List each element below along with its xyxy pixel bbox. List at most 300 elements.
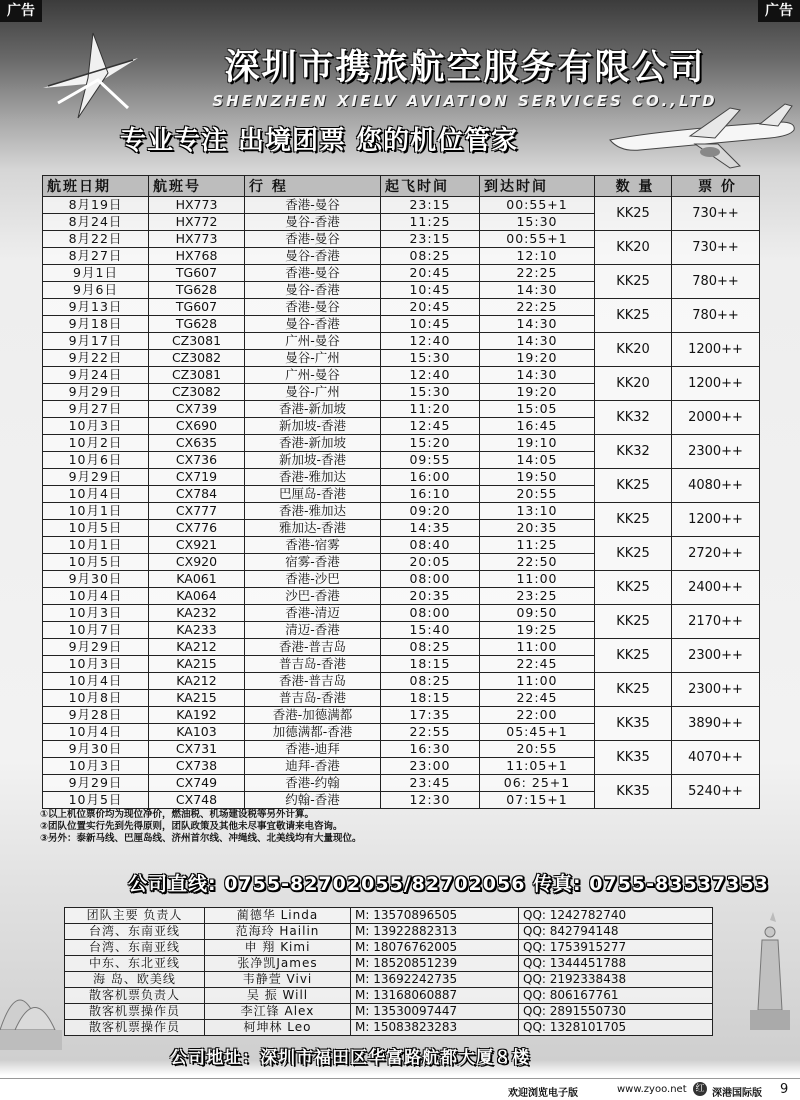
flight-cell: 9月18日 — [43, 316, 149, 333]
flight-cell: 16:00 — [381, 469, 480, 486]
flight-table-body — [43, 197, 760, 809]
contact-name: 柯坤林 Leo — [205, 1020, 351, 1036]
contact-mobile: M: 13570896505 — [351, 908, 519, 924]
flight-cell: 08:00 — [381, 571, 480, 588]
flight-row — [43, 707, 760, 724]
company-name-cn: 深圳市携旅航空服务有限公司 — [224, 48, 706, 88]
flight-cell: 香港-新加坡 — [245, 401, 381, 418]
contact-row — [65, 972, 713, 988]
contact-row — [65, 940, 713, 956]
contact-name: 吴 振 Will — [205, 988, 351, 1004]
contact-name: 张净凯James — [205, 956, 351, 972]
flight-cell: 8月19日 — [43, 197, 149, 214]
flight-cell: 08:25 — [381, 639, 480, 656]
flight-row — [43, 571, 760, 588]
flight-schedule-table — [42, 175, 760, 809]
flight-cell: 香港-曼谷 — [245, 299, 381, 316]
flight-cell: KA212 — [149, 673, 245, 690]
contact-name: 蔺德华 Linda — [205, 908, 351, 924]
flight-cell: 14:35 — [381, 520, 480, 537]
flight-cell: 香港-普吉岛 — [245, 673, 381, 690]
flight-cell: 00:55+1 — [480, 197, 595, 214]
quantity-cell: KK25 — [595, 537, 672, 571]
flight-cell: 09:55 — [381, 452, 480, 469]
price-cell: 1200++ — [672, 333, 760, 367]
notes — [40, 809, 362, 845]
footer-browse-text: 欢迎浏览电子版 — [508, 1088, 578, 1099]
flight-cell: 20:55 — [480, 741, 595, 758]
flight-row — [43, 639, 760, 656]
contact-qq: QQ: 806167761 — [519, 988, 713, 1004]
flight-cell: 12:40 — [381, 367, 480, 384]
flight-cell: CX921 — [149, 537, 245, 554]
price-cell: 2300++ — [672, 673, 760, 707]
flight-cell: HX773 — [149, 231, 245, 248]
flight-cell: 15:20 — [381, 435, 480, 452]
flight-row — [43, 673, 760, 690]
flight-cell: 11:25 — [480, 537, 595, 554]
quantity-cell: KK35 — [595, 775, 672, 809]
flight-cell: 00:55+1 — [480, 231, 595, 248]
contact-dept: 散客机票操作员 — [65, 1020, 205, 1036]
flight-cell: 22:25 — [480, 299, 595, 316]
flight-cell: KA064 — [149, 588, 245, 605]
flight-cell: 新加坡-香港 — [245, 452, 381, 469]
contact-name: 范海玲 Hailin — [205, 924, 351, 940]
column-header: 行 程 — [245, 176, 381, 197]
flight-cell: 9月17日 — [43, 333, 149, 350]
flight-cell: 香港-曼谷 — [245, 265, 381, 282]
price-cell: 4080++ — [672, 469, 760, 503]
flight-cell: 10月4日 — [43, 486, 149, 503]
flight-row — [43, 741, 760, 758]
flight-cell: 10月2日 — [43, 435, 149, 452]
contact-mobile: M: 13168060887 — [351, 988, 519, 1004]
flight-cell: 12:10 — [480, 248, 595, 265]
flight-cell: 8月27日 — [43, 248, 149, 265]
flight-cell: 16:10 — [381, 486, 480, 503]
price-cell: 3890++ — [672, 707, 760, 741]
flight-cell: 香港-雅加达 — [245, 469, 381, 486]
flight-cell: 20:35 — [381, 588, 480, 605]
flight-cell: 14:30 — [480, 367, 595, 384]
flight-cell: 23:15 — [381, 231, 480, 248]
flight-cell: 19:20 — [480, 350, 595, 367]
quantity-cell: KK25 — [595, 571, 672, 605]
contact-qq: QQ: 1753915277 — [519, 940, 713, 956]
flight-cell: CX920 — [149, 554, 245, 571]
flight-cell: 迪拜-香港 — [245, 758, 381, 775]
price-cell: 730++ — [672, 197, 760, 231]
flight-cell: 10月7日 — [43, 622, 149, 639]
flight-cell: 普吉岛-香港 — [245, 690, 381, 707]
flight-cell: 曼谷-香港 — [245, 282, 381, 299]
flight-cell: 9月27日 — [43, 401, 149, 418]
flight-cell: 香港-曼谷 — [245, 231, 381, 248]
flight-cell: 广州-曼谷 — [245, 333, 381, 350]
flight-cell: 曼谷-广州 — [245, 350, 381, 367]
quantity-cell: KK35 — [595, 707, 672, 741]
flight-cell: 雅加达-香港 — [245, 520, 381, 537]
price-cell: 2720++ — [672, 537, 760, 571]
flight-cell: 10月3日 — [43, 758, 149, 775]
flight-cell: 约翰-香港 — [245, 792, 381, 809]
quantity-cell: KK32 — [595, 401, 672, 435]
flight-cell: 香港-曼谷 — [245, 197, 381, 214]
flight-cell: CX736 — [149, 452, 245, 469]
flight-row — [43, 265, 760, 282]
flight-cell: 宿雾-香港 — [245, 554, 381, 571]
flight-cell: KA103 — [149, 724, 245, 741]
flight-cell: 香港-宿雾 — [245, 537, 381, 554]
contact-dept: 团队主要 负责人 — [65, 908, 205, 924]
hotline: 公司直线: 0755-82702055/82702056 传真: 0755-83537353 — [128, 873, 769, 895]
flight-cell: 10月5日 — [43, 792, 149, 809]
contact-name: 申 翔 Kimi — [205, 940, 351, 956]
price-cell: 2300++ — [672, 639, 760, 673]
column-header: 数 量 — [595, 176, 672, 197]
flight-cell: HX773 — [149, 197, 245, 214]
flight-cell: 曼谷-香港 — [245, 316, 381, 333]
flight-cell: 9月29日 — [43, 469, 149, 486]
flight-cell: 9月30日 — [43, 741, 149, 758]
contact-dept: 台湾、东南亚线 — [65, 924, 205, 940]
flight-cell: 20:55 — [480, 486, 595, 503]
flight-cell: 19:50 — [480, 469, 595, 486]
contact-mobile: M: 18520851239 — [351, 956, 519, 972]
flight-cell: 9月6日 — [43, 282, 149, 299]
flight-table-header — [43, 176, 760, 197]
flight-cell: KA212 — [149, 639, 245, 656]
column-header: 起飞时间 — [381, 176, 480, 197]
price-cell: 4070++ — [672, 741, 760, 775]
flight-cell: 05:45+1 — [480, 724, 595, 741]
contact-mobile: M: 18076762005 — [351, 940, 519, 956]
contact-dept: 中东、东北亚线 — [65, 956, 205, 972]
flight-cell: KA232 — [149, 605, 245, 622]
flight-cell: 9月29日 — [43, 775, 149, 792]
column-header: 票 价 — [672, 176, 760, 197]
flight-cell: 10月6日 — [43, 452, 149, 469]
flight-row — [43, 367, 760, 384]
contact-row — [65, 988, 713, 1004]
quantity-cell: KK20 — [595, 367, 672, 401]
contact-qq: QQ: 1242782740 — [519, 908, 713, 924]
flight-cell: 9月29日 — [43, 384, 149, 401]
contact-dept: 散客机票负责人 — [65, 988, 205, 1004]
contact-mobile: M: 13922882313 — [351, 924, 519, 940]
footer-badge-icon: 红 — [693, 1082, 707, 1096]
column-header: 到达时间 — [480, 176, 595, 197]
flight-cell: 17:35 — [381, 707, 480, 724]
ad-tag-right: 广告 — [758, 0, 800, 22]
flight-cell: 10月4日 — [43, 588, 149, 605]
flight-cell: CX749 — [149, 775, 245, 792]
contact-name: 韦静萱 Vivi — [205, 972, 351, 988]
quantity-cell: KK25 — [595, 639, 672, 673]
quantity-cell: KK35 — [595, 741, 672, 775]
column-header: 航班日期 — [43, 176, 149, 197]
flight-cell: 曼谷-香港 — [245, 248, 381, 265]
contact-row — [65, 1020, 713, 1036]
note-1: ①以上机位票价均为现位净价，燃油税、机场建设税等另外计算。 — [40, 809, 315, 820]
quantity-cell: KK25 — [595, 673, 672, 707]
price-cell: 1200++ — [672, 503, 760, 537]
flight-cell: 22:25 — [480, 265, 595, 282]
flight-cell: CX719 — [149, 469, 245, 486]
price-cell: 5240++ — [672, 775, 760, 809]
flight-cell: HX768 — [149, 248, 245, 265]
flight-row — [43, 197, 760, 214]
flight-cell: CX635 — [149, 435, 245, 452]
flight-cell: 23:00 — [381, 758, 480, 775]
flight-cell: 广州-曼谷 — [245, 367, 381, 384]
flight-cell: 15:40 — [381, 622, 480, 639]
flight-cell: 20:45 — [381, 265, 480, 282]
flight-cell: 19:10 — [480, 435, 595, 452]
flight-cell: 23:25 — [480, 588, 595, 605]
flight-cell: 08:25 — [381, 248, 480, 265]
flight-cell: 09:50 — [480, 605, 595, 622]
flight-cell: 08:40 — [381, 537, 480, 554]
flight-cell: 香港-普吉岛 — [245, 639, 381, 656]
contact-dept: 散客机票操作员 — [65, 1004, 205, 1020]
flight-cell: 10:45 — [381, 282, 480, 299]
quantity-cell: KK25 — [595, 299, 672, 333]
flight-cell: 香港-沙巴 — [245, 571, 381, 588]
flight-cell: 9月1日 — [43, 265, 149, 282]
column-header: 航班号 — [149, 176, 245, 197]
flight-cell: 清迈-香港 — [245, 622, 381, 639]
flight-cell: 15:05 — [480, 401, 595, 418]
company-name-en: SHENZHEN XIELV AVIATION SERVICES CO.,LTD — [212, 92, 718, 110]
flight-cell: 新加坡-香港 — [245, 418, 381, 435]
flight-cell: 12:30 — [381, 792, 480, 809]
flight-row — [43, 537, 760, 554]
flight-cell: CX731 — [149, 741, 245, 758]
flight-row — [43, 231, 760, 248]
flight-cell: 香港-约翰 — [245, 775, 381, 792]
ad-tag-left: 广告 — [0, 0, 42, 22]
flight-cell: 9月22日 — [43, 350, 149, 367]
flight-cell: KA192 — [149, 707, 245, 724]
flight-cell: 13:10 — [480, 503, 595, 520]
flight-cell: 10月3日 — [43, 656, 149, 673]
footer-edition: 深港国际版 — [712, 1088, 762, 1099]
flight-cell: CX738 — [149, 758, 245, 775]
flight-row — [43, 503, 760, 520]
flight-cell: 香港-清迈 — [245, 605, 381, 622]
flight-cell: KA061 — [149, 571, 245, 588]
flight-cell: 8月24日 — [43, 214, 149, 231]
flight-cell: KA215 — [149, 656, 245, 673]
price-cell: 1200++ — [672, 367, 760, 401]
contact-qq: QQ: 1328101705 — [519, 1020, 713, 1036]
footer — [0, 1078, 800, 1100]
flight-cell: 加德满都-香港 — [245, 724, 381, 741]
price-cell: 780++ — [672, 299, 760, 333]
page-number: 9 — [780, 1082, 789, 1097]
flight-row — [43, 299, 760, 316]
flight-cell: 9月29日 — [43, 639, 149, 656]
quantity-cell: KK25 — [595, 605, 672, 639]
flight-cell: KA233 — [149, 622, 245, 639]
contact-row — [65, 908, 713, 924]
flight-cell: 巴厘岛-香港 — [245, 486, 381, 503]
flight-cell: 10月3日 — [43, 418, 149, 435]
flight-cell: 香港-新加坡 — [245, 435, 381, 452]
contact-qq: QQ: 2192338438 — [519, 972, 713, 988]
flight-cell: 曼谷-香港 — [245, 214, 381, 231]
flight-cell: 10:45 — [381, 316, 480, 333]
flight-cell: 10月1日 — [43, 537, 149, 554]
flight-cell: 10月8日 — [43, 690, 149, 707]
company-logo-icon — [38, 28, 148, 124]
flight-cell: 16:30 — [381, 741, 480, 758]
contact-row — [65, 956, 713, 972]
flight-cell: CZ3082 — [149, 384, 245, 401]
statue-of-liberty-icon — [740, 910, 800, 1030]
contacts-table — [64, 907, 713, 1036]
flight-cell: 9月24日 — [43, 367, 149, 384]
flight-cell: CX776 — [149, 520, 245, 537]
flight-cell: 22:55 — [381, 724, 480, 741]
flight-cell: 23:15 — [381, 197, 480, 214]
flight-cell: HX772 — [149, 214, 245, 231]
flight-cell: 曼谷-广州 — [245, 384, 381, 401]
flight-cell: TG607 — [149, 299, 245, 316]
flight-cell: CX777 — [149, 503, 245, 520]
flight-cell: CZ3081 — [149, 367, 245, 384]
flight-cell: CX748 — [149, 792, 245, 809]
flight-row — [43, 435, 760, 452]
flight-cell: 20:05 — [381, 554, 480, 571]
flight-cell: CX690 — [149, 418, 245, 435]
flight-cell: 08:00 — [381, 605, 480, 622]
flight-cell: 9月30日 — [43, 571, 149, 588]
flight-cell: CX739 — [149, 401, 245, 418]
footer-url-link[interactable]: www.zyoo.net — [617, 1084, 687, 1095]
flight-cell: 07:15+1 — [480, 792, 595, 809]
flight-cell: 22:45 — [480, 690, 595, 707]
contact-row — [65, 924, 713, 940]
flight-cell: 10月5日 — [43, 520, 149, 537]
flight-cell: 15:30 — [381, 384, 480, 401]
flight-cell: 11:20 — [381, 401, 480, 418]
quantity-cell: KK25 — [595, 265, 672, 299]
flight-cell: 9月13日 — [43, 299, 149, 316]
flight-cell: 10月5日 — [43, 554, 149, 571]
contact-dept: 海 岛、欧美线 — [65, 972, 205, 988]
flight-cell: 11:05+1 — [480, 758, 595, 775]
flight-cell: TG628 — [149, 316, 245, 333]
flight-cell: 香港-雅加达 — [245, 503, 381, 520]
quantity-cell: KK20 — [595, 231, 672, 265]
flight-cell: 香港-迪拜 — [245, 741, 381, 758]
contact-mobile: M: 13530097447 — [351, 1004, 519, 1020]
flight-cell: 19:20 — [480, 384, 595, 401]
contact-name: 李江锋 Alex — [205, 1004, 351, 1020]
flight-cell: 06: 25+1 — [480, 775, 595, 792]
flight-cell: 20:45 — [381, 299, 480, 316]
contact-qq: QQ: 2891550730 — [519, 1004, 713, 1020]
quantity-cell: KK25 — [595, 503, 672, 537]
flight-cell: 18:15 — [381, 656, 480, 673]
quantity-cell: KK25 — [595, 197, 672, 231]
contact-mobile: M: 15083823283 — [351, 1020, 519, 1036]
contact-mobile: M: 13692242735 — [351, 972, 519, 988]
contact-qq: QQ: 1344451788 — [519, 956, 713, 972]
flight-cell: 12:45 — [381, 418, 480, 435]
contact-qq: QQ: 842794148 — [519, 924, 713, 940]
flight-cell: 09:20 — [381, 503, 480, 520]
contact-dept: 台湾、东南亚线 — [65, 940, 205, 956]
flight-cell: 23:45 — [381, 775, 480, 792]
flight-cell: 10月1日 — [43, 503, 149, 520]
price-cell: 730++ — [672, 231, 760, 265]
flight-cell: 19:25 — [480, 622, 595, 639]
company-address: 公司地址：深圳市福田区华富路航都大厦８楼 — [170, 1048, 530, 1068]
flight-cell: CX784 — [149, 486, 245, 503]
flight-cell: 18:15 — [381, 690, 480, 707]
opera-house-icon — [0, 930, 62, 1050]
flight-cell: KA215 — [149, 690, 245, 707]
flight-cell: 14:05 — [480, 452, 595, 469]
note-2: ②团队位置实行先到先得原则，团队政策及其他未尽事宜敬请来电咨询。 — [40, 821, 343, 832]
flight-cell: 12:40 — [381, 333, 480, 350]
flight-cell: 沙巴-香港 — [245, 588, 381, 605]
flight-cell: 15:30 — [381, 350, 480, 367]
slogan: 专业专注 出境团票 您的机位管家 — [120, 126, 519, 156]
flight-cell: 14:30 — [480, 316, 595, 333]
flight-cell: 10月3日 — [43, 605, 149, 622]
quantity-cell: KK32 — [595, 435, 672, 469]
flight-cell: 22:45 — [480, 656, 595, 673]
flight-row — [43, 333, 760, 350]
flight-cell: CZ3081 — [149, 333, 245, 350]
flight-cell: 8月22日 — [43, 231, 149, 248]
flight-row — [43, 775, 760, 792]
flight-cell: 香港-加德满都 — [245, 707, 381, 724]
flight-row — [43, 469, 760, 486]
flight-cell: 10月4日 — [43, 673, 149, 690]
flight-cell: 11:00 — [480, 571, 595, 588]
price-cell: 2170++ — [672, 605, 760, 639]
flight-cell: 11:25 — [381, 214, 480, 231]
note-3: ③另外：泰新马线、巴厘岛线、济州首尔线、冲绳线、北美线均有大量现位。 — [40, 833, 362, 844]
flight-cell: 22:00 — [480, 707, 595, 724]
airplane-icon — [600, 100, 800, 170]
flight-cell: 11:00 — [480, 673, 595, 690]
flight-cell: 普吉岛-香港 — [245, 656, 381, 673]
flight-cell: 9月28日 — [43, 707, 149, 724]
flight-cell: 15:30 — [480, 214, 595, 231]
flight-row — [43, 605, 760, 622]
flight-cell: 20:35 — [480, 520, 595, 537]
price-cell: 2300++ — [672, 435, 760, 469]
flight-cell: 08:25 — [381, 673, 480, 690]
flight-row — [43, 401, 760, 418]
flight-cell: TG607 — [149, 265, 245, 282]
flight-cell: 22:50 — [480, 554, 595, 571]
flight-cell: 14:30 — [480, 333, 595, 350]
flight-cell: 11:00 — [480, 639, 595, 656]
price-cell: 2400++ — [672, 571, 760, 605]
flight-cell: TG628 — [149, 282, 245, 299]
contact-row — [65, 1004, 713, 1020]
flight-cell: 10月4日 — [43, 724, 149, 741]
quantity-cell: KK25 — [595, 469, 672, 503]
